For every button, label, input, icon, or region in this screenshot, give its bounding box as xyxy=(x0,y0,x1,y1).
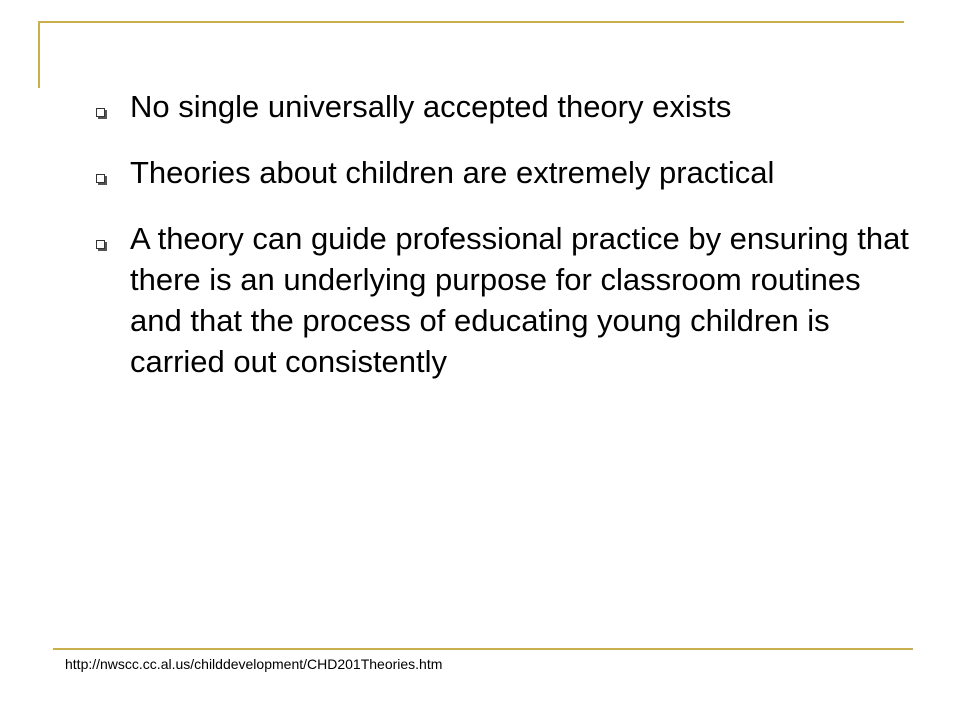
bullet-item xyxy=(96,86,916,127)
hollow-square-bullet-icon xyxy=(96,174,105,183)
frame-left-line xyxy=(38,21,40,88)
bullet-item xyxy=(96,152,916,193)
bullet-list xyxy=(96,86,916,382)
bullet-text: Theories about children are extremely practical xyxy=(130,155,775,190)
footer-divider-line xyxy=(53,648,913,650)
bullet-text: A theory can guide professional practice by ensuring that there is an underlying purpose for classroom routines and that the process of educating young children is carried out consistently xyxy=(130,221,909,379)
hollow-square-bullet-icon xyxy=(96,108,105,117)
source-url: http://nwscc.cc.al.us/childdevelopment/CHD201Theories.htm xyxy=(65,656,443,672)
bullet-text: No single universally accepted theory exists xyxy=(130,89,732,124)
hollow-square-bullet-icon xyxy=(96,240,105,249)
bullet-item xyxy=(96,218,916,382)
frame-top-line xyxy=(38,21,904,23)
